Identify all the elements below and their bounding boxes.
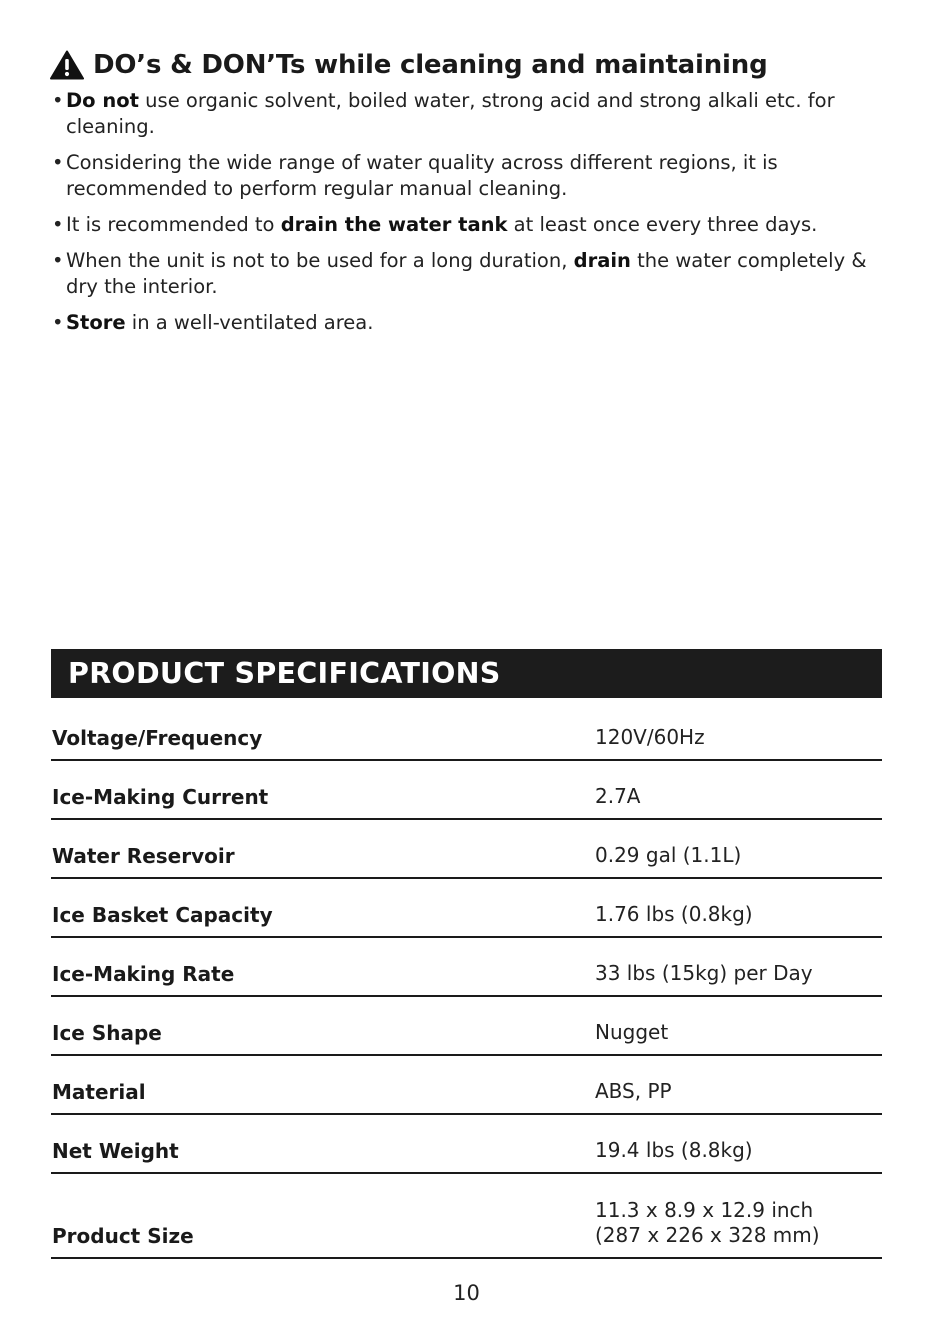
cleaning-bullet-list	[50, 88, 890, 346]
spec-label: Ice-Making Current	[52, 785, 269, 809]
spec-row-weight	[51, 1115, 882, 1174]
spec-value: Nugget	[595, 1020, 669, 1044]
spec-label: Ice Shape	[52, 1021, 162, 1045]
spec-row-voltage	[51, 700, 882, 761]
spec-row-reservoir	[51, 820, 882, 879]
spec-label: Water Reservoir	[52, 844, 235, 868]
list-item: • Considering the wide range of water quality across different regions, it is recommended to perform regular manual cleaning.	[52, 151, 778, 200]
spec-value: 19.4 lbs (8.8kg)	[595, 1138, 753, 1162]
list-item: • When the unit is not to be used for a long duration, drain the water completely & dry the interior.	[52, 249, 867, 298]
spec-row-rate	[51, 938, 882, 997]
page-number: 10	[453, 1281, 480, 1305]
list-item: • Do not use organic solvent, boiled water, strong acid and strong alkali etc. for cleaning.	[52, 89, 835, 138]
spec-row-basket	[51, 879, 882, 938]
list-item: • It is recommended to drain the water tank at least once every three days.	[52, 213, 818, 236]
spec-value: 120V/60Hz	[595, 725, 705, 749]
warning-triangle-icon	[50, 50, 84, 80]
spec-value: 11.3 x 8.9 x 12.9 inch (287 x 226 x 328 mm)	[595, 1198, 820, 1247]
spec-value: 0.29 gal (1.1L)	[595, 843, 742, 867]
spec-value: 2.7A	[595, 784, 641, 808]
list-item: • Store in a well-ventilated area.	[52, 311, 374, 334]
spec-row-size	[51, 1174, 882, 1259]
cleaning-heading-text: DO’s & DON’Ts while cleaning and maintaining	[93, 50, 768, 80]
spec-label: Voltage/Frequency	[52, 726, 263, 750]
spec-label: Net Weight	[52, 1139, 179, 1163]
spec-value: 33 lbs (15kg) per Day	[595, 961, 813, 985]
spec-value: 1.76 lbs (0.8kg)	[595, 902, 753, 926]
spec-value: ABS, PP	[595, 1079, 672, 1103]
spec-label: Ice-Making Rate	[52, 962, 235, 986]
cleaning-heading	[50, 50, 768, 80]
specs-title: PRODUCT SPECIFICATIONS	[51, 649, 882, 698]
spec-label: Material	[52, 1080, 146, 1104]
spec-label: Product Size	[52, 1224, 194, 1248]
spec-label: Ice Basket Capacity	[52, 903, 273, 927]
spec-row-shape	[51, 997, 882, 1056]
spec-row-current	[51, 761, 882, 820]
spec-row-material	[51, 1056, 882, 1115]
